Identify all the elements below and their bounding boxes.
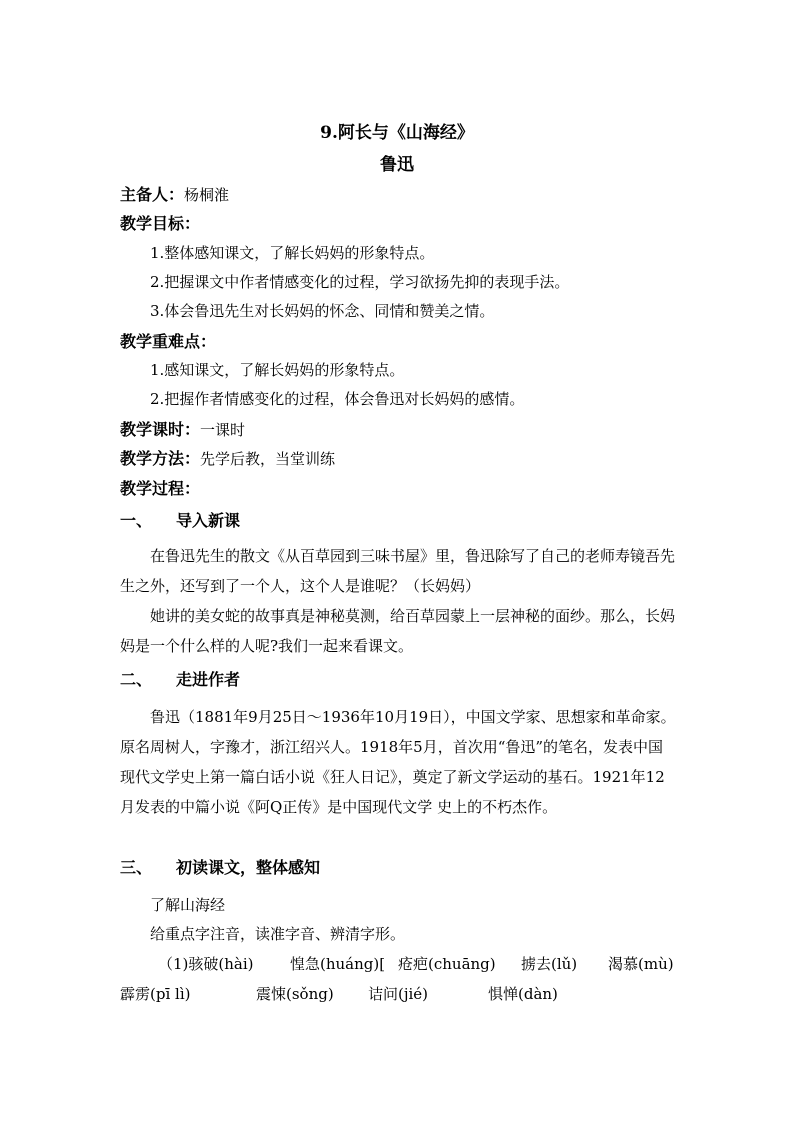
section-heading-1	[120, 508, 240, 531]
section-title: 初读课文，整体感知	[176, 858, 321, 877]
objective-item-2: 2.把握课文中作者情感变化的过程，学习欲扬先抑的表现手法。	[150, 273, 570, 291]
key-point-item-2: 2.把握作者情感变化的过程，体会鲁迅对长妈妈的感情。	[150, 390, 525, 408]
section-heading-2	[120, 667, 240, 690]
objective-item-3: 3.体会鲁迅先生对长妈妈的怀念、同情和赞美之情。	[150, 302, 495, 320]
process-heading: 教学过程：	[120, 479, 201, 498]
text-line: 给重点字注音，读准字音、辨清字形。	[150, 925, 406, 943]
pinyin-item: 惧惮(dàn)	[488, 985, 558, 1003]
preparer-value: 杨桐淮	[184, 186, 230, 204]
document-title: 9.阿长与《山海经》	[320, 123, 474, 143]
pinyin-item: 疮疤(chuāng)	[398, 955, 496, 973]
pinyin-item: 掳去(lǔ)	[521, 955, 578, 973]
section-number: 二、	[120, 670, 153, 689]
pinyin-item: 惶急(huáng)[	[290, 955, 386, 973]
paragraph: 在鲁迅先生的散文《从百草园到三味书屋》里，鲁迅除写了自己的老师寿镜吾先生之外，还写到了一个人，这个人是谁呢？（长妈妈）	[120, 547, 676, 595]
method-line	[120, 446, 335, 469]
method-label: 教学方法：	[120, 449, 201, 468]
text-line: 了解山海经	[150, 896, 226, 914]
preparer-label: 主备人：	[120, 185, 185, 204]
pinyin-item: 震悚(sǒng)	[256, 985, 334, 1003]
preparer-line	[120, 182, 229, 205]
class-hours-value: 一课时	[200, 421, 246, 439]
pinyin-item: 渴慕(mù)	[608, 955, 674, 973]
paragraph: 她讲的美女蛇的故事真是神秘莫测，给百草园蒙上一层神秘的面纱。那么，长妈妈是一个什么样的人呢?我们一起来看课文。	[120, 607, 676, 655]
pinyin-item: （1)骇破(hài)	[158, 955, 254, 973]
section-heading-3	[120, 855, 320, 878]
pinyin-item: 霹雳(pī lì)	[120, 985, 191, 1003]
class-hours-label: 教学课时：	[120, 420, 201, 439]
section-title: 走进作者	[176, 670, 241, 689]
class-hours-line	[120, 417, 245, 440]
paragraph: 鲁迅（1881年9月25日～1936年10月19日），中国文学家、思想家和革命家。原名周树人，字豫才，浙江绍兴人。1918年5月，首次用“鲁迅”的笔名，发表中国现代文学史上第一篇白话小说《狂人日记》，奠定了新文学运动的基石。1921年12月发表的中篇小说《阿Q正传》是中国现代文学 史上的不朽杰作。	[120, 708, 676, 816]
key-point-item-1: 1.感知课文，了解长妈妈的形象特点。	[150, 361, 405, 379]
document-author: 鲁迅	[380, 155, 414, 175]
key-points-heading: 教学重难点：	[120, 332, 217, 351]
section-number: 一、	[120, 511, 153, 530]
objectives-heading: 教学目标：	[120, 214, 201, 233]
method-value: 先学后教，当堂训练	[200, 450, 336, 468]
section-number: 三、	[120, 858, 153, 877]
pinyin-item: 诘问(jié)	[368, 985, 429, 1003]
section-title: 导入新课	[176, 511, 241, 530]
objective-item-1: 1.整体感知课文，了解长妈妈的形象特点。	[150, 244, 435, 262]
